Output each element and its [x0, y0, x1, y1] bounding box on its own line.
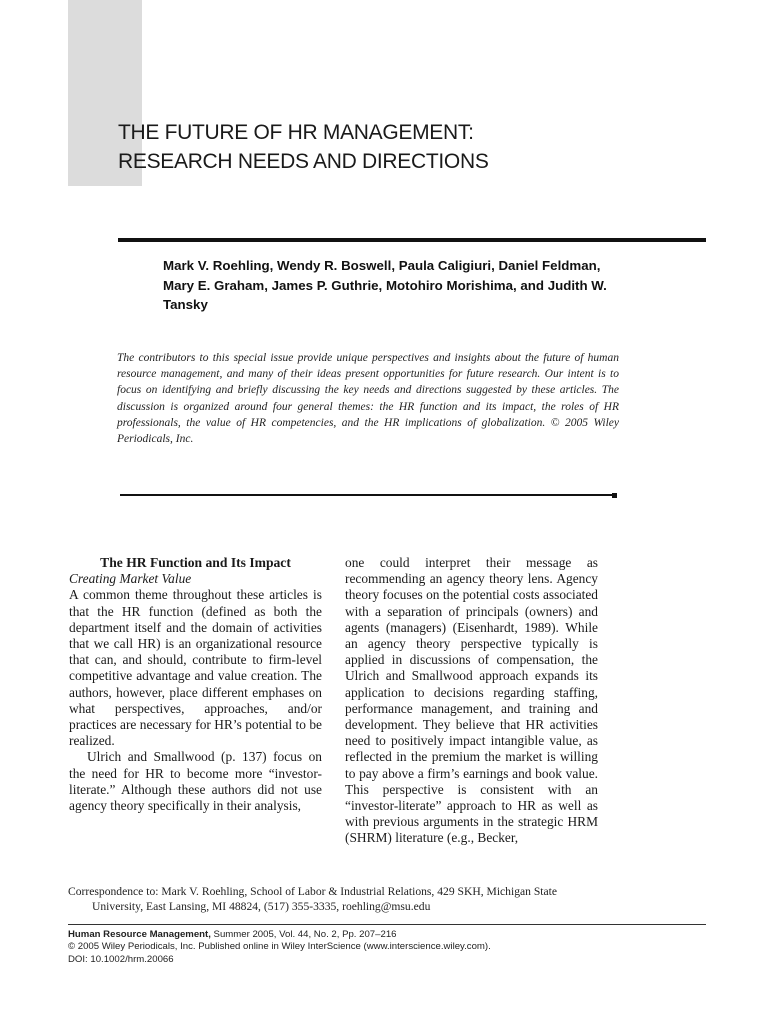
journal-name: Human Resource Management, — [68, 929, 211, 940]
author-list: Mark V. Roehling, Wendy R. Boswell, Paula Caligiuri, Daniel Feldman, Mary E. Graham, James P. Guthrie, Motohiro Morishima, and Judith W. Tansky — [163, 258, 607, 313]
footer-divider — [68, 924, 706, 925]
divider-end-square — [612, 493, 617, 498]
correspondence-line-2: University, East Lansing, MI 48824, (517) 355-3335, roehling@msu.edu — [92, 899, 431, 913]
copyright-line: © 2005 Wiley Periodicals, Inc. Published online in Wiley InterScience (www.interscience.wiley.com). — [68, 941, 491, 953]
body-paragraph-2-start: Ulrich and Smallwood (p. 137) focus on the need for HR to become more “investor-literate.” Although these authors did not use agency theory specifically in their analysis, — [69, 749, 322, 814]
correspondence-note — [68, 885, 628, 914]
body-paragraph-2-continued: one could interpret their message as recommending an agency theory lens. Agency theory focuses on the potential costs associated with a separation of principals (owners) and agents (managers) (Eisenhardt, 1989). While an agency theory perspective typically is applied in discussions of compensation, the Ulrich and Smallwood approach expands its application to decisions regarding staffing, performance management, and training and development. They believe that HR activities need to positively impact intangible value, as reflected in the premium the market is willing to pay above a firm’s earnings and book value. This perspective is consistent with an “investor-literate” approach to HR as well as with previous arguments in the strategic HRM (SHRM) literature (e.g., Becker, — [345, 555, 598, 846]
issue-info: Summer 2005, Vol. 44, No. 2, Pp. 207–216 — [210, 929, 397, 940]
section-heading: The HR Function and Its Impact — [100, 555, 291, 570]
title-divider — [118, 238, 706, 242]
abstract: The contributors to this special issue provide unique perspectives and insights about the future of human resource management, and many of their ideas present opportunities for future research. Our intent is to focus on identifying and briefly discussing the key needs and directions suggested by these articles. The discussion is organized around four general themes: the HR function and its impact, the roles of HR professionals, the value of HR competencies, and the HR implications of globalization. © 2005 Wiley Periodicals, Inc. — [117, 352, 619, 446]
title-line-1: THE FUTURE OF HR MANAGEMENT: — [118, 121, 474, 144]
body-paragraph-1: A common theme throughout these articles is that the HR function (defined as both the department itself and the domain of activities that we call HR) is an organizational resource that can, and should, contribute to firm-level competitive advantage and value creation. The authors, however, place different emphases on what perspectives, approaches, and/or practices are necessary for HR’s potential to be realized. — [69, 587, 322, 749]
footer-citation — [68, 929, 668, 941]
article-title — [118, 118, 718, 176]
correspondence-line-1: Correspondence to: Mark V. Roehling, School of Labor & Industrial Relations, 429 SKH, Michigan State — [68, 885, 558, 898]
body-column-left — [69, 555, 322, 814]
title-line-2: RESEARCH NEEDS AND DIRECTIONS — [118, 150, 489, 173]
page-footer — [68, 929, 668, 966]
abstract-divider — [120, 494, 612, 496]
doi-line: DOI: 10.1002/hrm.20066 — [68, 953, 174, 965]
body-column-right — [345, 555, 598, 847]
subsection-heading: Creating Market Value — [69, 571, 192, 587]
